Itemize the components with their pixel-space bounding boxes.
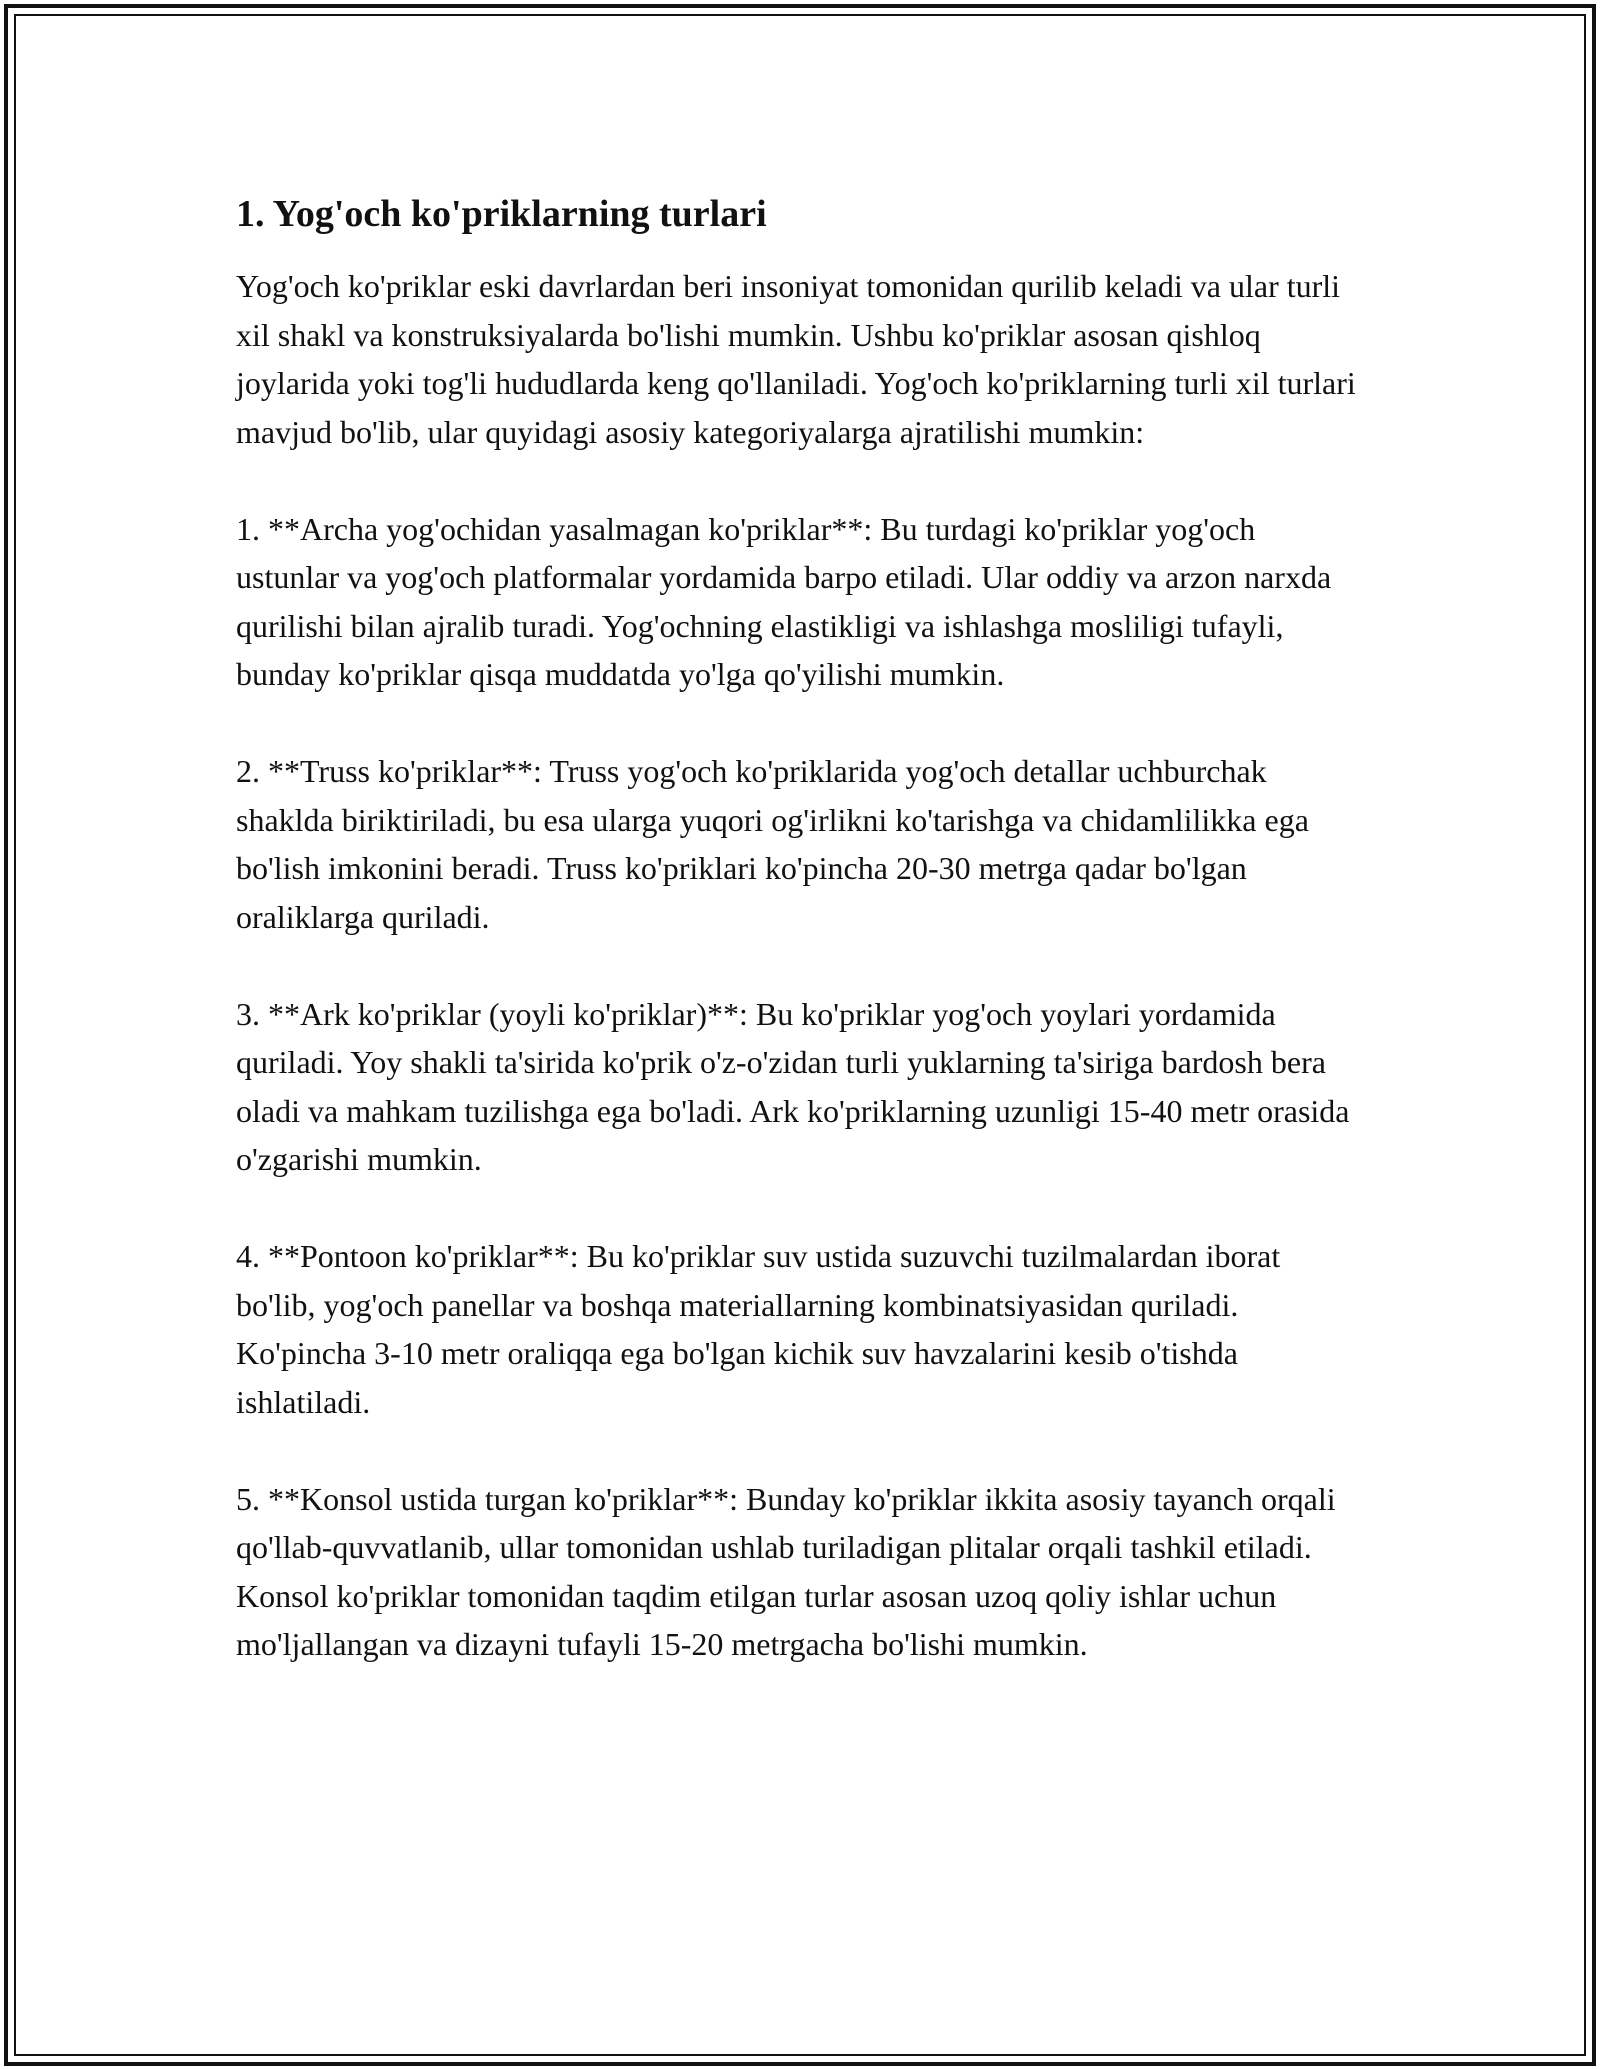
list-item-5: 5. **Konsol ustida turgan ko'priklar**: Bunday ko'priklar ikkita asosiy tayanch orqali qo'llab-quvvatlanib, ullar tomonidan ushlab turiladigan plitalar orqali tashkil etiladi. Konsol ko'priklar tomonidan taqdim etilgan turlar asosan uzoq qoliy ishlar uchun mo'ljallangan va dizayni tufayli 15-20 metrgacha bo'lishi mumkin.: [236, 1480, 1336, 1662]
list-item-4: 4. **Pontoon ko'priklar**: Bu ko'priklar suv ustida suzuvchi tuzilmalardan iborat bo'lib, yog'och panellar va boshqa materiallarning kombinatsiyasidan quriladi. Ko'pincha 3-10 metr oraliqqa ega bo'lgan kichik suv havzalarini kesib o'tishda ishlatiladi.: [236, 1238, 1281, 1420]
list-item-3: 3. **Ark ko'priklar (yoyli ko'priklar)**: Bu ko'priklar yog'och yoylari yordamida quriladi. Yoy shakli ta'sirida ko'prik o'z-o'zidan turli yuklarning ta'siriga bardosh bera oladi va mahkam tuzilishga ega bo'ladi. Ark ko'priklarning uzunligi 15-40 metr orasida o'zgarishi mumkin.: [236, 995, 1350, 1177]
document-body: [236, 186, 1366, 1669]
intro-paragraph: Yog'och ko'priklar eski davrlardan beri insoniyat tomonidan qurilib keladi va ular turli xil shakl va konstruksiyalarda bo'lishi mumkin. Ushbu ko'priklar asosan qishloq joylarida yoki tog'li hududlarda keng qo'llaniladi. Yog'och ko'priklarning turli xil turlari mavjud bo'lib, ular quyidagi asosiy kategoriyalarga ajratilishi mumkin:: [236, 268, 1356, 450]
section-heading: 1. Yog'och ko'priklarning turlari: [236, 193, 767, 235]
list-item-2: 2. **Truss ko'priklar**: Truss yog'och ko'priklarida yog'och detallar uchburchak shaklda biriktiriladi, bu esa ularga yuqori og'irlikni ko'tarishga va chidamlilikka ega bo'lish imkonini beradi. Truss ko'priklari ko'pincha 20-30 metrga qadar bo'lgan oraliklarga quriladi.: [236, 753, 1309, 935]
list-item-1: 1. **Archa yog'ochidan yasalmagan ko'priklar**: Bu turdagi ko'priklar yog'och ustunlar va yog'och platformalar yordamida barpo etiladi. Ular oddiy va arzon narxda qurilishi bilan ajralib turadi. Yog'ochning elastikligi va ishlashga mosliligi tufayli, bunday ko'priklar qisqa muddatda yo'lga qo'yilishi mumkin.: [236, 510, 1332, 692]
